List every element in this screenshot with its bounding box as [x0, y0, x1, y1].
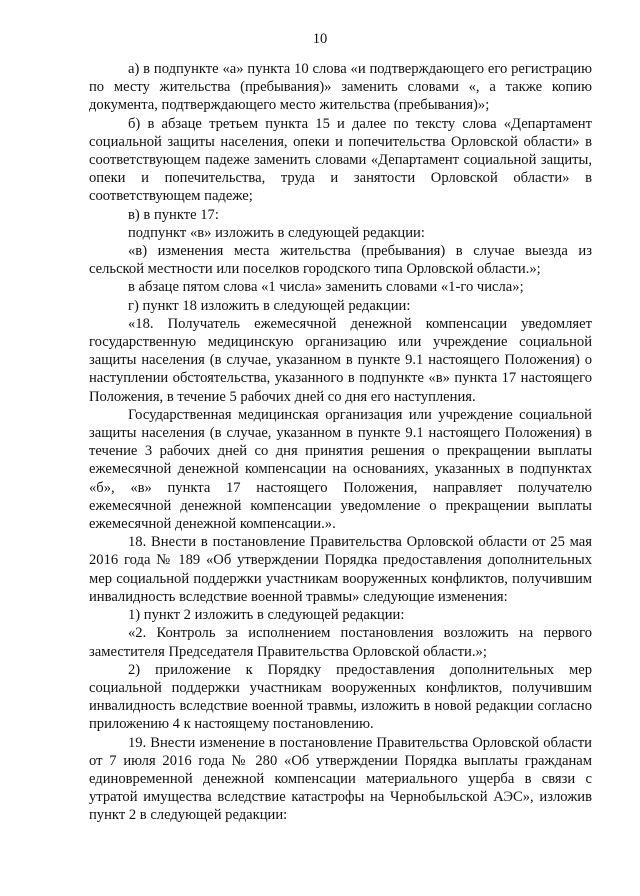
- paragraph-state-medical-org: Государственная медицинская организация или учреждение социальной защиты населения (в случае, указанном в пункте 9.1 настоящего Положения) в течение 3 рабочих дней со дня принятия решения о прекращении выплаты ежемесячной денежной компенсации на основаниях, указанных в подпунктах «б», «в» пункта 17 настоящего Положения, направляет получателю ежемесячной денежной компенсации уведомление о прекращении выплаты ежемесячной денежной компенсации.».: [89, 406, 592, 533]
- paragraph-amend-b: б) в абзаце третьем пункта 15 и далее по тексту слова «Департамент социальной защиты населения, опеки и попечительства Орловской области» в соответствующем падеже заменить словами «Департамент социальной защиты, опеки и попечительства, труда и занятости Орловской области» в соответствующем падеже;: [89, 115, 592, 205]
- paragraph-subpoint-v-text: «в) изменения места жительства (пребывания) в случае выезда из сельской местности или поселков городского типа Орловской области.»;: [89, 243, 592, 278]
- paragraph-item-19: 19. Внести изменение в постановление Правительства Орловской области от 7 июля 2016 года № 280 «Об утверждении Порядка выплаты гражданам единовременной денежной компенсации материального ущерба в связи с утратой имущества вследствие катастрофы на Чернобыльской АЭС», изложив пункт 2 в следующей редакции:: [89, 734, 592, 824]
- paragraph-amend-a: а) в подпункте «а» пункта 10 слова «и подтверждающего его регистрацию по месту жительства (пребывания)» заменить словами «, а также копию документа, подтверждающего место жительства (пребывания)»;: [89, 61, 592, 114]
- paragraph-item-18: 18. Внести в постановление Правительства Орловской области от 25 мая 2016 года № 189 «Об утверждении Порядка предоставления дополнительных мер социальной поддержки участникам вооруженных конфликтов, получившим инвалидность вследствие военной травмы» следующие изменения:: [89, 534, 592, 605]
- paragraph-fifth-abzac: в абзаце пятом слова «1 числа» заменить словами «1-го числа»;: [128, 279, 524, 296]
- paragraph-point-18-text: «18. Получатель ежемесячной денежной компенсации уведомляет государственную медицинскую организацию или учреждение социальной защиты населения (в случае, указанном в пункте 9.1 настоящего Положения) о наступлении обстоятельства, указанного в подпункте «в» пункта 17 настоящего Положения, в течение 5 рабочих дней со дня его наступления.: [89, 315, 592, 405]
- paragraph-amend-v: в) в пункте 17:: [128, 206, 219, 223]
- paragraph-subpoint-v-intro: подпункт «в» изложить в следующей редакции:: [128, 224, 425, 241]
- paragraph-item-18-2: 2) приложение к Порядку предоставления дополнительных мер социальной поддержки участникам вооруженных конфликтов, получившим инвалидность вследствие военной травмы, изложить в новой редакции согласно приложению 4 к настоящему постановлению.: [89, 661, 592, 733]
- document-body: [89, 60, 592, 825]
- page-number: 10: [312, 31, 328, 47]
- paragraph-amend-g: г) пункт 18 изложить в следующей редакции:: [128, 297, 411, 314]
- paragraph-item-18-1-text: «2. Контроль за исполнением постановления возложить на первого заместителя Председателя Правительства Орловской области.»;: [89, 625, 592, 660]
- paragraph-item-18-1: 1) пункт 2 изложить в следующей редакции:: [128, 607, 405, 624]
